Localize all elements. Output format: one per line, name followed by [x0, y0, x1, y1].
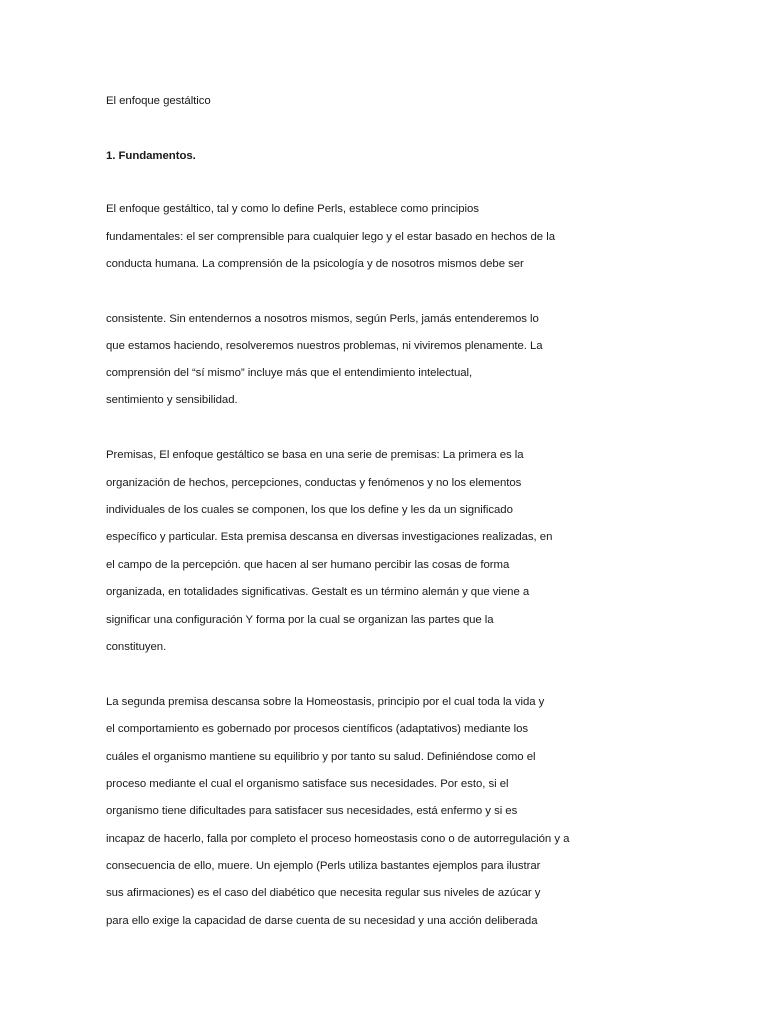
- paragraph-3-line-6: organizada, en totalidades significativas. Gestalt es un término alemán y que viene a: [106, 586, 530, 598]
- paragraph-1-line-3: conducta humana. La comprensión de la psicología y de nosotros mismos debe ser: [106, 258, 524, 270]
- paragraph-4-line-6: incapaz de hacerlo, falla por completo el proceso homeostasis cono o de autorregulación y a: [106, 833, 570, 845]
- paragraph-4-line-9: para ello exige la capacidad de darse cuenta de su necesidad y una acción deliberada: [106, 915, 538, 927]
- paragraph-2-line-4: sentimiento y sensibilidad.: [106, 394, 238, 406]
- paragraph-4-line-8: sus afirmaciones) es el caso del diabético que necesita regular sus niveles de azúcar y: [106, 887, 541, 899]
- paragraph-3-line-2: organización de hechos, percepciones, conductas y fenómenos y no los elementos: [106, 477, 522, 489]
- paragraph-4-line-1: La segunda premisa descansa sobre la Homeostasis, principio por el cual toda la vida y: [106, 696, 545, 708]
- paragraph-2-line-2: que estamos haciendo, resolveremos nuestros problemas, ni viviremos plenamente. La: [106, 340, 543, 352]
- paragraph-3-line-3: individuales de los cuales se componen, los que los define y les da un significado: [106, 504, 513, 516]
- paragraph-1-line-1: El enfoque gestáltico, tal y como lo define Perls, establece como principios: [106, 203, 479, 215]
- section-heading: 1. Fundamentos.: [106, 150, 196, 162]
- paragraph-4-line-4: proceso mediante el cual el organismo satisface sus necesidades. Por esto, si el: [106, 778, 509, 790]
- paragraph-3-line-4: específico y particular. Esta premisa descansa en diversas investigaciones realizadas, en: [106, 531, 553, 543]
- paragraph-4-line-3: cuáles el organismo mantiene su equilibrio y por tanto su salud. Definiéndose como el: [106, 751, 536, 763]
- paragraph-3-line-5: el campo de la percepción. que hacen al ser humano percibir las cosas de forma: [106, 559, 510, 571]
- paragraph-4-line-7: consecuencia de ello, muere. Un ejemplo (Perls utiliza bastantes ejemplos para ilustrar: [106, 860, 541, 872]
- document-title: El enfoque gestáltico: [106, 95, 211, 107]
- paragraph-4-line-5: organismo tiene dificultades para satisfacer sus necesidades, está enfermo y si es: [106, 805, 518, 817]
- paragraph-4-line-2: el comportamiento es gobernado por procesos científicos (adaptativos) mediante los: [106, 723, 529, 735]
- paragraph-1-line-2: fundamentales: el ser comprensible para cualquier lego y el estar basado en hechos de la: [106, 231, 555, 243]
- paragraph-3-line-7: significar una configuración Y forma por la cual se organizan las partes que la: [106, 614, 494, 626]
- paragraph-3-line-1: Premisas, El enfoque gestáltico se basa en una serie de premisas: La primera es la: [106, 449, 524, 461]
- paragraph-2-line-1: consistente. Sin entendernos a nosotros mismos, según Perls, jamás entenderemos lo: [106, 313, 539, 325]
- paragraph-2-line-3: comprensión del “sí mismo” incluye más que el entendimiento intelectual,: [106, 367, 473, 379]
- paragraph-3-line-8: constituyen.: [106, 641, 167, 653]
